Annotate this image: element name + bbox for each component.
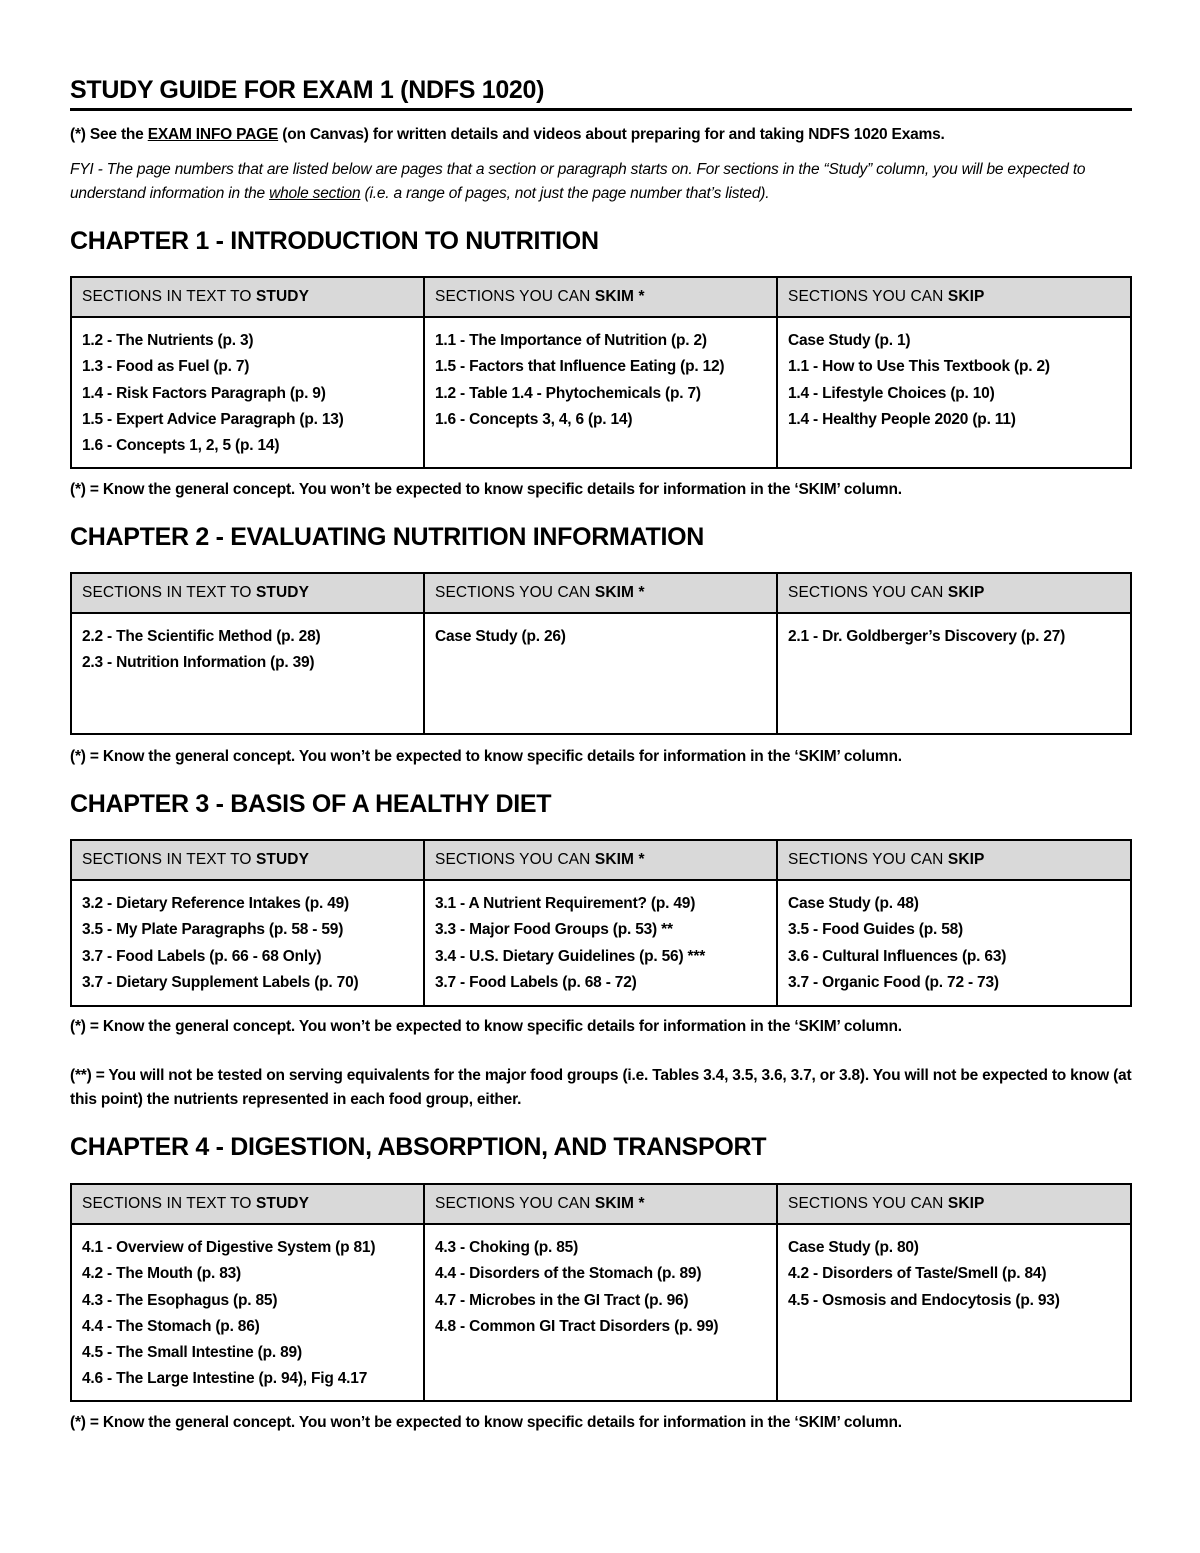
study-cell xyxy=(71,317,424,468)
skim-cell xyxy=(424,1224,777,1401)
list-item: 1.6 - Concepts 3, 4, 6 (p. 14) xyxy=(435,410,633,428)
title-divider xyxy=(70,108,1132,111)
skim-note: (*) = Know the general concept. You won’t be expected to know specific details for information in the ‘SKIM’ column. xyxy=(70,481,902,498)
list-item: 3.5 - My Plate Paragraphs (p. 58 - 59) xyxy=(82,921,344,939)
chapter-4-heading: CHAPTER 4 - DIGESTION, ABSORPTION, AND TRANSPORT xyxy=(70,1133,767,1161)
list-item: Case Study (p. 26) xyxy=(435,628,566,645)
study-column-header: SECTIONS IN TEXT TO STUDY xyxy=(71,573,424,613)
list-item: 4.7 - Microbes in the GI Tract (p. 96) xyxy=(435,1291,689,1309)
list-item: 4.5 - The Small Intestine (p. 89) xyxy=(82,1344,302,1362)
list-item: 3.5 - Food Guides (p. 58) xyxy=(788,921,963,939)
exam-info-prefix: (*) See the xyxy=(70,126,148,143)
skip-cell xyxy=(777,1224,1131,1401)
chapter-2-heading: CHAPTER 2 - EVALUATING NUTRITION INFORMATION xyxy=(70,523,704,551)
exam-info-note xyxy=(70,126,1132,144)
list-item: 3.2 - Dietary Reference Intakes (p. 49) xyxy=(82,895,350,912)
list-item: 4.8 - Common GI Tract Disorders (p. 99) xyxy=(435,1317,719,1335)
study-column-header: SECTIONS IN TEXT TO STUDY xyxy=(71,277,424,317)
list-item: 3.6 - Cultural Influences (p. 63) xyxy=(788,947,1007,965)
fyi-note xyxy=(70,158,1132,206)
skip-column-header: SECTIONS YOU CAN SKIP xyxy=(777,840,1131,880)
list-item: 4.6 - The Large Intestine (p. 94), Fig 4.17 xyxy=(82,1370,368,1388)
exam-info-suffix: (on Canvas) for written details and videos about preparing for and taking NDFS 1020 Exams. xyxy=(278,126,945,143)
list-item: 1.1 - How to Use This Textbook (p. 2) xyxy=(788,358,1050,376)
skim-note: (*) = Know the general concept. You won’t be expected to know specific details for information in the ‘SKIM’ column. xyxy=(70,1414,902,1431)
list-item: Case Study (p. 80) xyxy=(788,1239,919,1256)
skip-column-header: SECTIONS YOU CAN SKIP xyxy=(777,277,1131,317)
list-item: 4.3 - Choking (p. 85) xyxy=(435,1239,579,1256)
chapter-1-table xyxy=(70,276,1132,469)
chapter-3-heading: CHAPTER 3 - BASIS OF A HEALTHY DIET xyxy=(70,790,552,818)
list-item: 1.1 - The Importance of Nutrition (p. 2) xyxy=(435,332,707,349)
skim-cell xyxy=(424,317,777,468)
list-item: 4.1 - Overview of Digestive System (p 81) xyxy=(82,1239,376,1256)
study-cell xyxy=(71,613,424,734)
list-item: 4.2 - The Mouth (p. 83) xyxy=(82,1265,242,1283)
skip-column-header: SECTIONS YOU CAN SKIP xyxy=(777,573,1131,613)
list-item: 1.2 - Table 1.4 - Phytochemicals (p. 7) xyxy=(435,384,701,402)
exam-info-link[interactable]: EXAM INFO PAGE xyxy=(147,126,279,143)
document-title: STUDY GUIDE FOR EXAM 1 (NDFS 1020) xyxy=(70,76,545,104)
list-item: 4.4 - Disorders of the Stomach (p. 89) xyxy=(435,1265,702,1283)
study-column-header: SECTIONS IN TEXT TO STUDY xyxy=(71,840,424,880)
study-cell xyxy=(71,1224,424,1401)
skip-cell xyxy=(777,880,1131,1006)
list-item: Case Study (p. 48) xyxy=(788,895,919,912)
list-item: 1.4 - Lifestyle Choices (p. 10) xyxy=(788,384,995,402)
food-groups-note: (**) = You will not be tested on serving equivalents for the major food groups (i.e. Tables 3.4, 3.5, 3.6, 3.7, or 3.8). You will not be expected to know (at this point) the nutrients represented in each food group, either. xyxy=(70,1067,1132,1108)
list-item: 4.4 - The Stomach (p. 86) xyxy=(82,1317,260,1335)
list-item: 1.2 - The Nutrients (p. 3) xyxy=(82,332,254,349)
skim-cell xyxy=(424,613,777,734)
chapter-1-heading: CHAPTER 1 - INTRODUCTION TO NUTRITION xyxy=(70,227,599,255)
list-item: 1.4 - Healthy People 2020 (p. 11) xyxy=(788,410,1016,428)
list-item: Case Study (p. 1) xyxy=(788,332,911,349)
study-column-header: SECTIONS IN TEXT TO STUDY xyxy=(71,1184,424,1224)
list-item: 3.7 - Organic Food (p. 72 - 73) xyxy=(788,973,999,991)
list-item: 2.3 - Nutrition Information (p. 39) xyxy=(82,654,315,672)
skim-cell xyxy=(424,880,777,1006)
skip-column-header: SECTIONS YOU CAN SKIP xyxy=(777,1184,1131,1224)
list-item: 3.3 - Major Food Groups (p. 53) ** xyxy=(435,921,673,939)
list-item: 1.4 - Risk Factors Paragraph (p. 9) xyxy=(82,384,326,402)
list-item: 3.1 - A Nutrient Requirement? (p. 49) xyxy=(435,895,696,912)
list-item: 3.7 - Food Labels (p. 66 - 68 Only) xyxy=(82,947,322,965)
list-item: 1.5 - Factors that Influence Eating (p. 12) xyxy=(435,358,725,376)
list-item: 2.1 - Dr. Goldberger’s Discovery (p. 27) xyxy=(788,628,1066,645)
fyi-text-end: (i.e. a range of pages, not just the page number that’s listed). xyxy=(360,185,770,202)
list-item: 3.7 - Dietary Supplement Labels (p. 70) xyxy=(82,973,359,991)
list-item: 3.7 - Food Labels (p. 68 - 72) xyxy=(435,973,637,991)
fyi-underlined-text: whole section xyxy=(269,185,361,202)
skim-column-header: SECTIONS YOU CAN SKIM * xyxy=(424,1184,777,1224)
list-item: 4.5 - Osmosis and Endocytosis (p. 93) xyxy=(788,1291,1060,1309)
list-item: 1.5 - Expert Advice Paragraph (p. 13) xyxy=(82,410,344,428)
skim-column-header: SECTIONS YOU CAN SKIM * xyxy=(424,840,777,880)
skim-note: (*) = Know the general concept. You won’t be expected to know specific details for information in the ‘SKIM’ column. xyxy=(70,748,902,765)
fyi-text-start: FYI - The page numbers that are listed below are pages that a section or paragraph starts on. For sections in the “Study” column, you will be expected to understand information in the xyxy=(70,161,1086,202)
skim-column-header: SECTIONS YOU CAN SKIM * xyxy=(424,573,777,613)
chapter-3-table xyxy=(70,839,1132,1007)
list-item: 2.2 - The Scientific Method (p. 28) xyxy=(82,628,321,645)
skim-column-header: SECTIONS YOU CAN SKIM * xyxy=(424,277,777,317)
list-item: 4.3 - The Esophagus (p. 85) xyxy=(82,1291,278,1309)
skip-cell xyxy=(777,317,1131,468)
study-cell xyxy=(71,880,424,1006)
list-item: 4.2 - Disorders of Taste/Smell (p. 84) xyxy=(788,1265,1047,1283)
list-item: 3.4 - U.S. Dietary Guidelines (p. 56) *** xyxy=(435,947,706,965)
chapter-2-table xyxy=(70,572,1132,735)
skip-cell xyxy=(777,613,1131,734)
list-item: 1.3 - Food as Fuel (p. 7) xyxy=(82,358,250,376)
skim-note: (*) = Know the general concept. You won’t be expected to know specific details for information in the ‘SKIM’ column. xyxy=(70,1018,902,1035)
chapter-4-table xyxy=(70,1183,1132,1402)
list-item: 1.6 - Concepts 1, 2, 5 (p. 14) xyxy=(82,437,280,455)
